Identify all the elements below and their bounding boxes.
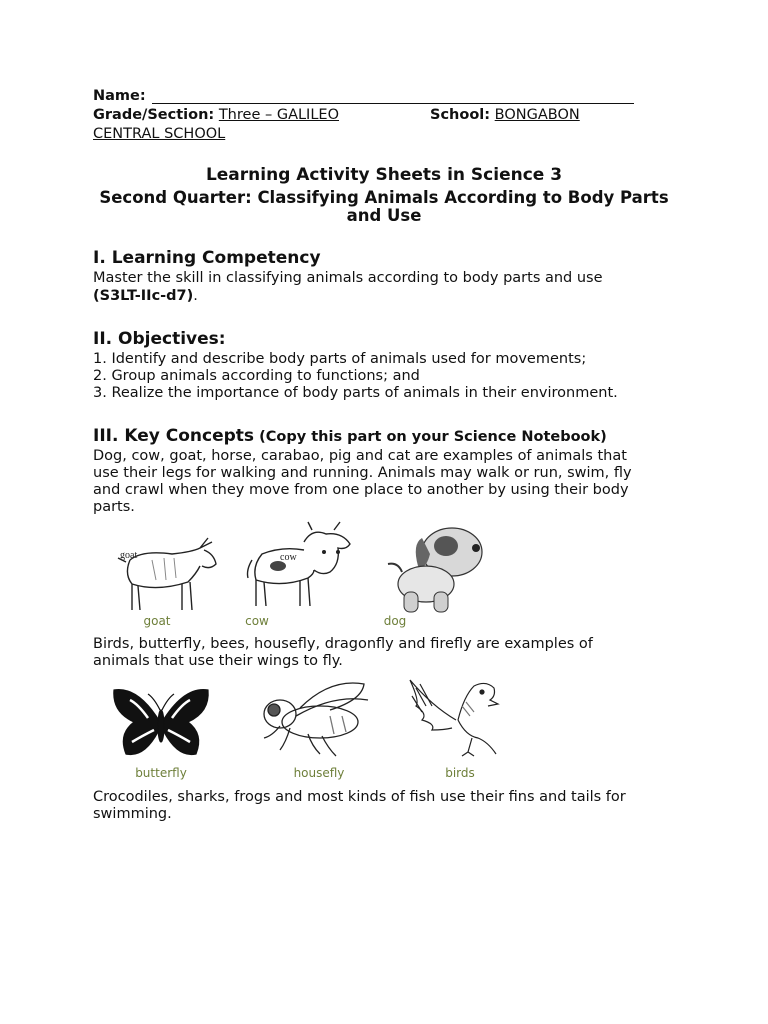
birds-caption: birds: [445, 766, 475, 780]
housefly-illustration: [250, 676, 372, 764]
para3-line1: Crocodiles, sharks, frogs and most kinds of fish use their fins and tails for: [93, 789, 626, 805]
objectives-heading: II. Objectives:: [93, 329, 226, 349]
grade-section-row: [93, 107, 339, 123]
objective-item-1: 1. Identify and describe body parts of animals used for movements;: [93, 351, 587, 367]
svg-text:goat: goat: [120, 550, 138, 561]
page-subtitle-line1: Second Quarter: Classifying Animals According to Body Parts: [99, 188, 669, 207]
objective-item-2: 2. Group animals according to functions; and: [93, 368, 420, 384]
key-concepts-heading-row: [93, 426, 607, 446]
competency-heading: I. Learning Competency: [93, 248, 321, 268]
housefly-caption: housefly: [293, 766, 345, 780]
birds-illustration: [402, 676, 510, 764]
para1-line1: Dog, cow, goat, horse, carabao, pig and cat are examples of animals that: [93, 448, 627, 464]
competency-code: (S3LT-IIc-d7): [93, 288, 194, 304]
dog-illustration: [378, 524, 490, 616]
goat-caption: goat: [143, 614, 171, 628]
para1-line3: and crawl when they move from one place to another by using their body: [93, 482, 629, 498]
grade-value: Three – GALILEO: [218, 107, 339, 123]
school-value: BONGABON: [494, 107, 580, 123]
name-label: Name:: [93, 88, 146, 104]
grade-label: Grade/Section:: [93, 107, 215, 123]
goat-illustration: [112, 530, 222, 614]
butterfly-caption: butterfly: [135, 766, 187, 780]
key-concepts-note: (Copy this part on your Science Notebook): [259, 429, 607, 445]
page-title: Learning Activity Sheets in Science 3: [205, 165, 563, 185]
butterfly-illustration: [108, 682, 214, 766]
page-subtitle-line2: and Use: [346, 206, 422, 225]
objective-item-3: 3. Realize the importance of body parts of animals in their environment.: [93, 385, 618, 401]
svg-text:cow: cow: [280, 552, 297, 563]
competency-period: .: [193, 288, 198, 304]
cow-caption: cow: [245, 614, 269, 628]
school-row: [430, 107, 580, 123]
school-value-cont: CENTRAL SCHOOL: [93, 126, 226, 142]
para1-line4: parts.: [93, 499, 135, 515]
para1-line2: use their legs for walking and running. Animals may walk or run, swim, fly: [93, 465, 632, 481]
name-blank-line: [152, 103, 634, 104]
competency-code-row: [93, 288, 198, 304]
para2-line1: Birds, butterfly, bees, housefly, dragonfly and firefly are examples of: [93, 636, 593, 652]
cow-illustration: [242, 520, 354, 612]
school-label: School:: [430, 107, 491, 123]
dog-caption: dog: [383, 614, 407, 628]
para2-line2: animals that use their wings to fly.: [93, 653, 343, 669]
competency-text: Master the skill in classifying animals according to body parts and use: [93, 270, 603, 286]
key-concepts-heading: III. Key Concepts: [93, 426, 255, 446]
para3-line2: swimming.: [93, 806, 172, 822]
